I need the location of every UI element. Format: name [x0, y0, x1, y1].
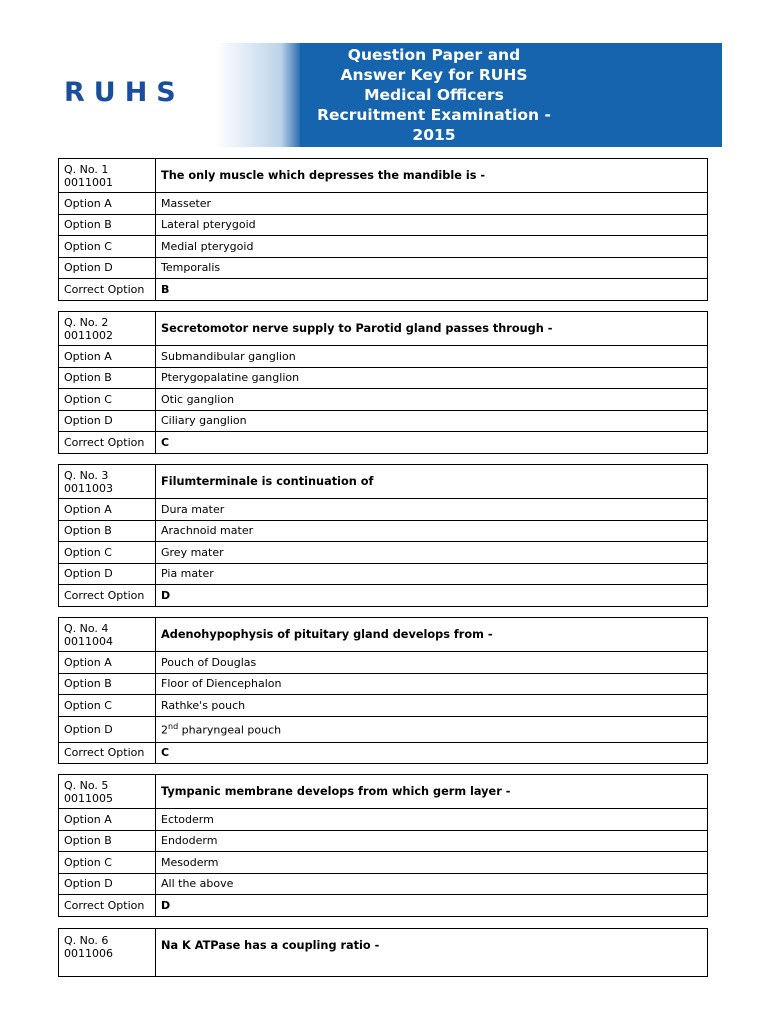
option-label: Option B	[59, 520, 156, 542]
correct-option-value: C	[156, 742, 708, 764]
option-label: Option D	[59, 716, 156, 742]
correct-option-value: C	[156, 432, 708, 454]
option-label: Option C	[59, 852, 156, 874]
option-row	[59, 367, 708, 389]
question-text: Na K ATPase has a coupling ratio -	[156, 929, 708, 977]
option-row	[59, 257, 708, 279]
option-text	[156, 716, 708, 742]
option-row	[59, 873, 708, 895]
option-text: Endoderm	[156, 830, 708, 852]
option-label: Option C	[59, 542, 156, 564]
option-label: Option D	[59, 873, 156, 895]
question-block-1	[58, 158, 708, 301]
option-d-number: 2	[161, 723, 168, 737]
option-row	[59, 716, 708, 742]
question-header-row	[59, 775, 708, 809]
question-header-row	[59, 618, 708, 652]
question-block-5	[58, 774, 708, 917]
correct-option-value: D	[156, 585, 708, 607]
option-label: Option A	[59, 652, 156, 674]
option-d-rest: pharyngeal pouch	[178, 723, 282, 737]
option-row	[59, 214, 708, 236]
question-block-2	[58, 311, 708, 454]
option-label: Option D	[59, 563, 156, 585]
correct-option-label: Correct Option	[59, 432, 156, 454]
option-label: Option C	[59, 695, 156, 717]
option-label: Option C	[59, 389, 156, 411]
option-text: Pouch of Douglas	[156, 652, 708, 674]
option-label: Option A	[59, 809, 156, 831]
question-number: Q. No. 5 0011005	[59, 775, 156, 809]
option-label: Option D	[59, 410, 156, 432]
question-block-4	[58, 617, 708, 764]
question-block-3	[58, 464, 708, 607]
question-number: Q. No. 6 0011006	[59, 929, 156, 977]
ruhs-logo: RUHS	[64, 77, 185, 108]
option-row	[59, 410, 708, 432]
header-banner	[46, 43, 722, 147]
question-header-row	[59, 929, 708, 977]
option-label: Option D	[59, 257, 156, 279]
correct-option-value: B	[156, 279, 708, 301]
correct-option-label: Correct Option	[59, 279, 156, 301]
option-text: Ectoderm	[156, 809, 708, 831]
question-text: Filumterminale is continuation of	[156, 465, 708, 499]
answer-row	[59, 279, 708, 301]
option-label: Option A	[59, 346, 156, 368]
option-text: Pia mater	[156, 563, 708, 585]
option-row	[59, 830, 708, 852]
option-row	[59, 499, 708, 521]
correct-option-label: Correct Option	[59, 742, 156, 764]
option-text: Ciliary ganglion	[156, 410, 708, 432]
question-text: Secretomotor nerve supply to Parotid gland passes through -	[156, 312, 708, 346]
option-label: Option C	[59, 236, 156, 258]
option-text: Submandibular ganglion	[156, 346, 708, 368]
option-label: Option A	[59, 193, 156, 215]
answer-row	[59, 585, 708, 607]
question-header-row	[59, 312, 708, 346]
question-text: Adenohypophysis of pituitary gland develops from -	[156, 618, 708, 652]
question-header-row	[59, 159, 708, 193]
option-row	[59, 346, 708, 368]
question-number: Q. No. 3 0011003	[59, 465, 156, 499]
option-row	[59, 652, 708, 674]
question-number: Q. No. 1 0011001	[59, 159, 156, 193]
option-label: Option A	[59, 499, 156, 521]
answer-row	[59, 895, 708, 917]
question-text: The only muscle which depresses the mandible is -	[156, 159, 708, 193]
option-row	[59, 563, 708, 585]
correct-option-label: Correct Option	[59, 895, 156, 917]
option-row	[59, 236, 708, 258]
option-label: Option B	[59, 367, 156, 389]
option-label: Option B	[59, 830, 156, 852]
correct-option-value: D	[156, 895, 708, 917]
option-text: Pterygopalatine ganglion	[156, 367, 708, 389]
option-text: Lateral pterygoid	[156, 214, 708, 236]
option-row	[59, 193, 708, 215]
option-text: Temporalis	[156, 257, 708, 279]
option-text: Otic ganglion	[156, 389, 708, 411]
answer-row	[59, 742, 708, 764]
option-label: Option B	[59, 214, 156, 236]
option-text: Rathke's pouch	[156, 695, 708, 717]
option-text: Medial pterygoid	[156, 236, 708, 258]
option-label: Option B	[59, 673, 156, 695]
option-text: Mesoderm	[156, 852, 708, 874]
option-row	[59, 520, 708, 542]
option-row	[59, 389, 708, 411]
option-row	[59, 852, 708, 874]
option-row	[59, 695, 708, 717]
answer-row	[59, 432, 708, 454]
option-row	[59, 542, 708, 564]
option-row	[59, 673, 708, 695]
option-text: Masseter	[156, 193, 708, 215]
question-block-6	[58, 928, 708, 977]
option-text: All the above	[156, 873, 708, 895]
question-text: Tympanic membrane develops from which germ layer -	[156, 775, 708, 809]
option-text: Floor of Diencephalon	[156, 673, 708, 695]
question-number: Q. No. 2 0011002	[59, 312, 156, 346]
page-title: Question Paper and Answer Key for RUHS Medical Officers Recruitment Examination - 2015	[317, 46, 551, 144]
question-header-row	[59, 465, 708, 499]
option-d-superscript: nd	[168, 721, 179, 731]
correct-option-label: Correct Option	[59, 585, 156, 607]
option-text: Dura mater	[156, 499, 708, 521]
option-row	[59, 809, 708, 831]
option-text: Arachnoid mater	[156, 520, 708, 542]
option-text: Grey mater	[156, 542, 708, 564]
question-number: Q. No. 4 0011004	[59, 618, 156, 652]
